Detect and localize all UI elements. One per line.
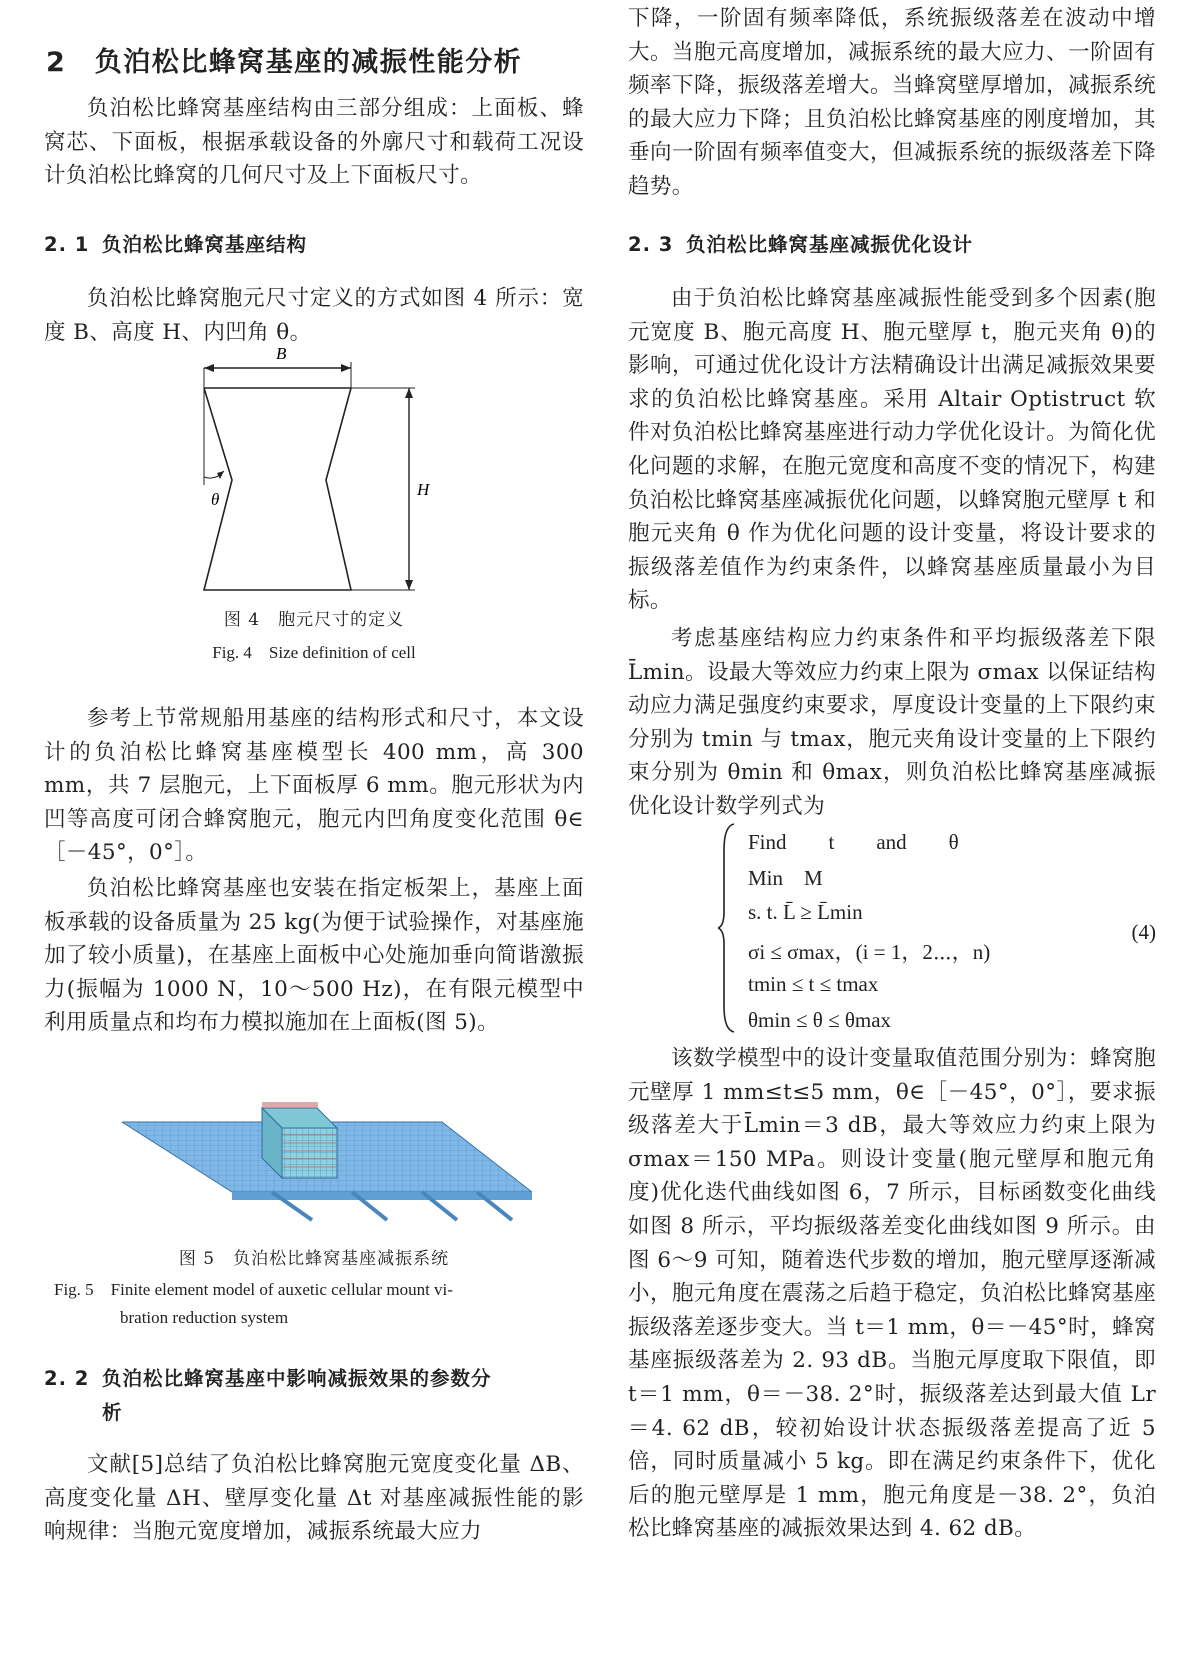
intro-paragraph: 负泊松比蜂窝基座结构由三部分组成：上面板、蜂窝芯、下面板，根据承载设备的外廓尺寸和载荷工况设计负泊松比蜂窝的几何尺寸及上下面板尺寸。 (44, 96, 584, 189)
mount-paragraph: 负泊松比蜂窝基座也安装在指定板架上，基座上面板承载的设备质量为 25 kg(为便于试验操作，对基座施加了较小质量)，在基座上面板中心处施加垂向简谐激振力(振幅为 1000 N，10～500 Hz)，在有限元模型中利用质量点和均布力模拟施加在上面板(图 5)。 (44, 876, 584, 1036)
reference-paragraph: 参考上节常规船用基座的结构形式和尺寸，本文设计的负泊松比蜂窝基座模型长 400 mm，高 300 mm，共 7 层胞元，上下面板厚 6 mm。胞元形状为内凹等高度可闭合蜂窝胞元，胞元内凹角度变化范围 θ∈［－45°，0°］。 (44, 706, 584, 866)
continued-paragraph: 下降，一阶固有频率降低，系统振级落差在波动中增大。当胞元高度增加，减振系统的最大应力、一阶固有频率下降，振级落差增大。当蜂窝壁厚增加，减振系统的最大应力下降；且负泊松比蜂窝基座的刚度增加，其垂向一阶固有频率值变大，但减振系统的振级落差下降趋势。 (628, 6, 1156, 199)
section-title-text: 负泊松比蜂窝基座减振优化设计 (686, 233, 974, 256)
label-theta: θ (211, 490, 220, 509)
figure-4-caption-en: Fig. 4 Size definition of cell (212, 643, 416, 662)
section-2-2-heading (44, 1362, 584, 1396)
figure-5-caption-en-line1: Fig. 5 Finite element model of auxetic cellular mount vi- (54, 1280, 453, 1299)
label-b: B (276, 345, 287, 363)
section-title: 2 负泊松比蜂窝基座的减振性能分析 (46, 47, 523, 78)
section-2-3-paragraph-3: 该数学模型中的设计变量取值范围分别为：蜂窝胞元壁厚 1 mm≤t≤5 mm，θ∈［－45°，0°］，要求振级落差大于L̄min＝3 dB，最大等效应力约束上限为 σmax＝150 MPa。则设计变量(胞元壁厚和胞元角度)优化迭代曲线如图 6，7 所示，目标函数变化曲线如图 8 所示，平均振级落差变化曲线如图 9 所示。由图 6～9 可知，随着迭代步数的增加，胞元壁厚逐渐减小，胞元角度在震荡之后趋于稳定，负泊松比蜂窝基座振级落差逐步变大。当 t＝1 mm，θ＝－45°时，蜂窝基座振级落差为 2. 93 dB。当胞元厚度取下限值，即 t＝1 mm，θ＝－38. 2°时，振级落差达到最大值 Lr＝4. 62 dB，较初始设计状态振级落差提高了近 5 倍，同时质量减小 5 kg。即在满足约束条件下，优化后的胞元壁厚是 1 mm，胞元角度是－38. 2°，负泊松比蜂窝基座的减振效果达到 4. 62 dB。 (628, 1046, 1156, 1542)
equation-4 (718, 820, 1156, 1035)
section-title-text: 负泊松比蜂窝基座中影响减振效果的参数分 (102, 1367, 492, 1390)
section-2-3-paragraph-2: 考虑基座结构应力约束条件和平均振级落差下限L̄min。设最大等效应力约束上限为 σmax 以保证结构动应力满足强度约束要求，厚度设计变量的上下限约束分别为 tmin 与 tmax，胞元夹角设计变量的上下限约束分别为 θmin 和 θmax，则负泊松比蜂窝基座减振优化设计数学列式为 (628, 626, 1156, 819)
section-2-1-heading (44, 228, 584, 262)
section-title-text: 负泊松比蜂窝基座结构 (102, 233, 308, 256)
equation-min: Min M (748, 866, 823, 890)
figure-5-fe-model (122, 1080, 532, 1240)
equation-number: (4) (1131, 920, 1156, 944)
equation-find: Find t and θ (748, 830, 959, 854)
figure-4-caption-zh: 图 4 胞元尺寸的定义 (223, 610, 405, 630)
equation-angle: θmin ≤ θ ≤ θmax (748, 1008, 892, 1032)
equation-thickness: tmin ≤ t ≤ tmax (748, 972, 879, 996)
section-2-1-paragraph: 负泊松比蜂窝胞元尺寸定义的方式如图 4 所示：宽度 B、高度 H、内凹角 θ。 (44, 286, 584, 345)
left-brace (718, 820, 738, 1035)
section-number: 2. 3 (628, 233, 674, 256)
figure-5-caption-en-line2: bration reduction system (120, 1308, 289, 1327)
section-2-2-heading-cont: 析 (102, 1401, 123, 1424)
figure-4-cell-diagram (189, 345, 449, 595)
section-number: 2. 1 (44, 233, 90, 256)
figure-5-caption-zh: 图 5 负泊松比蜂窝基座减振系统 (178, 1249, 450, 1269)
section-2-3-paragraph-1: 由于负泊松比蜂窝基座减振性能受到多个因素(胞元宽度 B、胞元高度 H、胞元壁厚 t，胞元夹角 θ)的影响，可通过优化设计方法精确设计出满足减振效果要求的负泊松比蜂窝基座。采用 Altair Optistruct 软件对负泊松比蜂窝基座进行动力学优化设计。为简化优化问题的求解，在胞元宽度和高度不变的情况下，构建负泊松比蜂窝基座减振优化问题，以蜂窝胞元壁厚 t 和胞元夹角 θ 作为优化问题的设计变量，将设计要求的振级落差值作为约束条件，以蜂窝基座质量最小为目标。 (628, 286, 1156, 614)
equation-subject-to: s. t. L̄ ≥ L̄min (748, 900, 863, 924)
equation-stress: σi ≤ σmax，(i = 1，2⋯，n) (748, 940, 991, 964)
section-2-3-heading (628, 228, 1156, 262)
section-number: 2. 2 (44, 1367, 90, 1390)
section-2-2-paragraph: 文献[5]总结了负泊松比蜂窝胞元宽度变化量 ΔB、高度变化量 ΔH、壁厚变化量 Δt 对基座减振性能的影响规律：当胞元宽度增加，减振系统最大应力 (44, 1452, 584, 1545)
label-h: H (417, 480, 430, 499)
